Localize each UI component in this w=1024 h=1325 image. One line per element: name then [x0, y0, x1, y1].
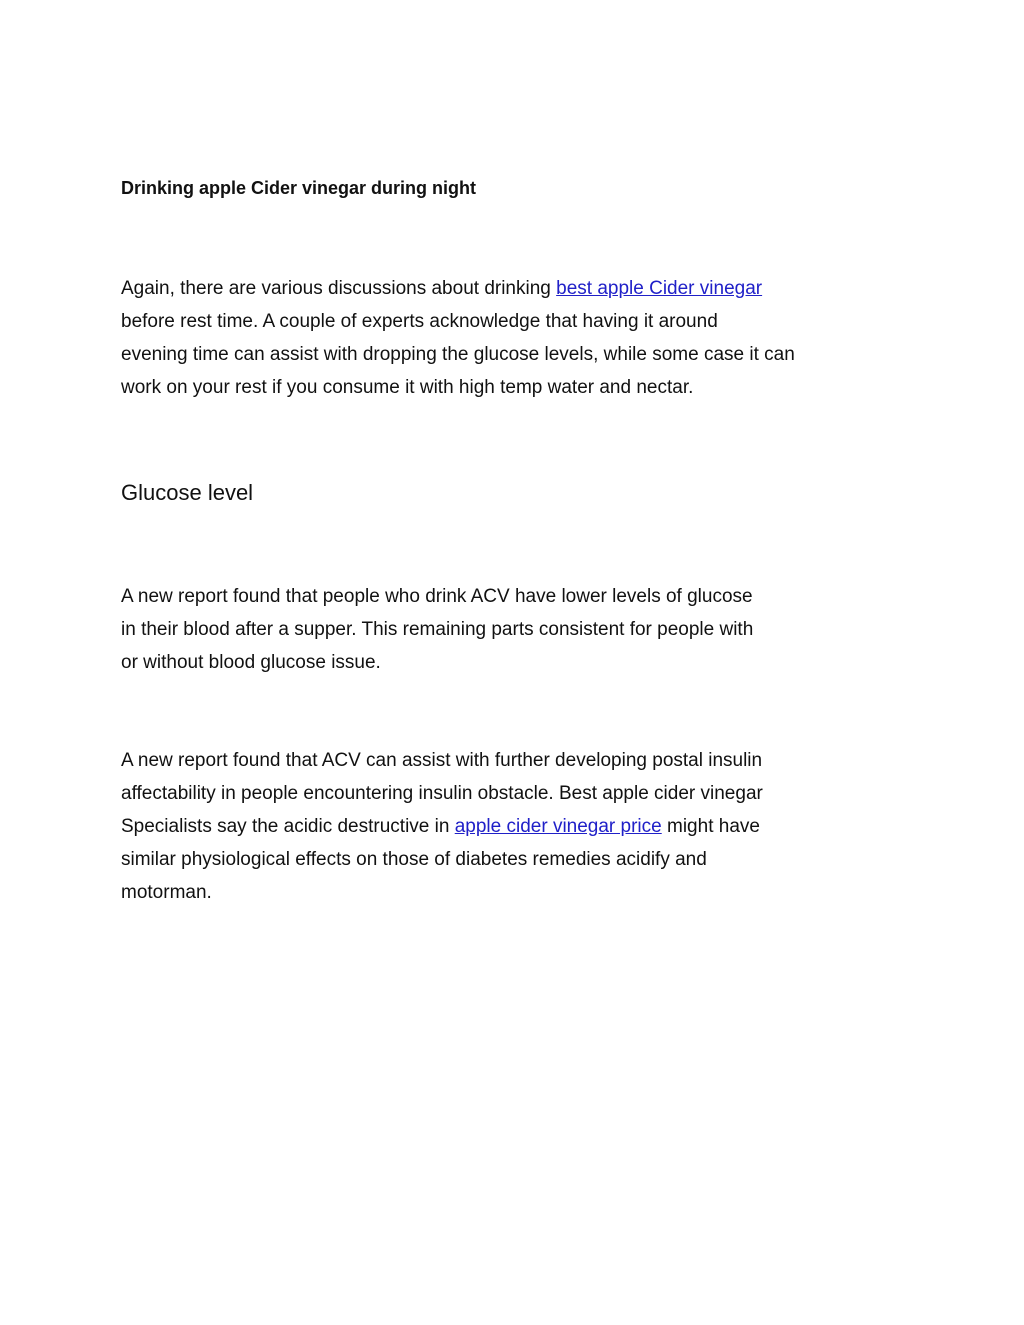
paragraph-line: or without blood glucose issue. — [121, 652, 381, 673]
paragraph-discussions — [121, 272, 795, 404]
best-apple-cider-vinegar-link[interactable]: best apple Cider vinegar — [556, 278, 763, 299]
paragraph-line: A new report found that people who drink ACV have lower levels of glucose — [121, 586, 753, 607]
paragraph-line — [121, 810, 763, 843]
text-span: Again, there are various discussions about drinking — [121, 278, 557, 299]
section-heading-glucose-level: Glucose level — [121, 480, 254, 505]
paragraph-new-report-insulin — [121, 744, 763, 909]
paragraph-line: work on your rest if you consume it with high temp water and nectar. — [121, 377, 694, 398]
section-heading-apple-cider-night: Drinking apple Cider vinegar during night — [121, 178, 477, 198]
text-span: Specialists say the acidic destructive in — [121, 816, 455, 837]
paragraph-new-report-glucose — [121, 580, 753, 679]
paragraph-line: motorman. — [121, 882, 212, 903]
paragraph-line: evening time can assist with dropping the glucose levels, while some case it can — [121, 344, 795, 365]
paragraph-line: A new report found that ACV can assist with further developing postal insulin — [121, 750, 763, 771]
paragraph-line: in their blood after a supper. This remaining parts consistent for people with — [121, 619, 754, 640]
paragraph-line: affectability in people encountering insulin obstacle. Best apple cider vinegar — [121, 783, 763, 804]
text-span: might have — [661, 816, 760, 837]
paragraph-line: before rest time. A couple of experts acknowledge that having it around — [121, 311, 718, 332]
paragraph-line — [121, 272, 795, 305]
paragraph-line: similar physiological effects on those of diabetes remedies acidify and — [121, 849, 707, 870]
apple-cider-vinegar-price-link[interactable]: apple cider vinegar price — [454, 816, 662, 837]
